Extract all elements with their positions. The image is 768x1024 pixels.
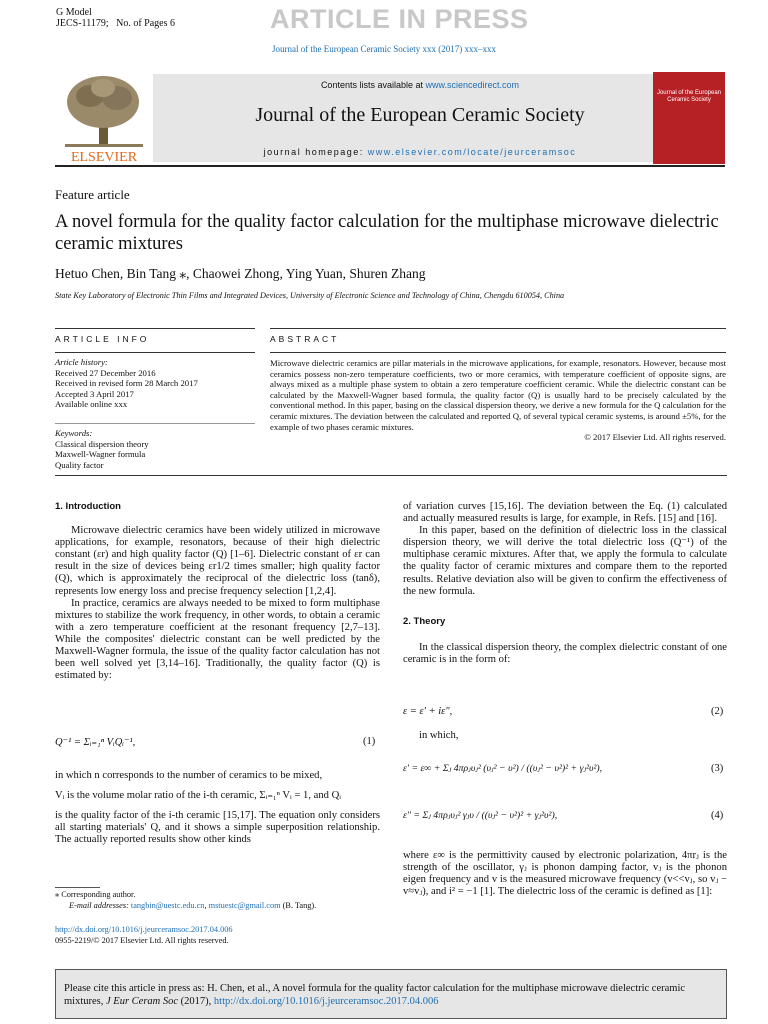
accepted-date: Accepted 3 April 2017	[55, 388, 134, 399]
article-info-heading: ARTICLE INFO	[55, 334, 150, 344]
page-count: No. of Pages 6	[116, 18, 175, 29]
equation-1: Q⁻¹ = Σᵢ₌₁ⁿ VᵢQᵢ⁻¹,	[55, 737, 136, 748]
cite-text: Please cite this article in press as: H. Chen, et al., A novel formula for the quality factor calculation for the multiphase microwave dielectric ceramic mixtures,	[64, 983, 686, 1007]
journal-banner	[55, 70, 725, 167]
cite-doi-link[interactable]: http://dx.doi.org/10.1016/j.jeurceramsoc.2017.04.006	[213, 996, 439, 1007]
author-list: Hetuo Chen, Bin Tang ⁎, Chaowei Zhong, Ying Yuan, Shuren Zhang	[55, 266, 426, 281]
manuscript-info	[56, 7, 175, 29]
divider	[55, 423, 255, 424]
equation-3: ε′ = ε∞ + Σⱼ 4πρⱼυⱼ² (υⱼ² − υ²) / ((υⱼ² − υ²)² + γⱼ²υ²),	[403, 763, 603, 774]
divider	[270, 352, 726, 353]
email-link[interactable]: tangbin@uestc.edu.cn	[130, 900, 205, 910]
equation-number: (2)	[711, 706, 724, 717]
top-header	[0, 0, 768, 36]
manuscript-code: JECS-11179;	[56, 18, 109, 29]
gmodel-label: G Model	[56, 7, 92, 18]
abstract-text: Microwave dielectric ceramics are pillar materials in the microwave applications, for example, resonators. However, because most ceramics possess non-zero temperature coefficients, two or more ceramics, with temperature coefficient of opposite signs, are always mixed as a multiple phase system to obtain a zero temperature coefficient ceramic. While the dielectric constant can be calculated by the Maxwell-Wagner based formula, the quality factor (Q) is usually hard to be precisely calculated by the conventional method. In this paper, basing on the classical dispersion theory, we derive a new formula for the Q calculation for the ceramic mixtures. The deviation between the calculated and reported Q, of several typical ceramic systems, is around ±5%, for the example of two phases ceramic mixtures.	[270, 358, 726, 432]
article-title: A novel formula for the quality factor calculation for the multiphase microwave dielectric ceramic mixtures	[55, 212, 719, 254]
right-column	[403, 501, 727, 666]
keywords-label: Keywords:	[55, 428, 93, 438]
homepage-line: journal homepage: www.elsevier.com/locate/jeurceramsoc	[263, 147, 577, 157]
abstract-copyright: © 2017 Elsevier Ltd. All rights reserved.	[584, 432, 726, 443]
cite-box	[55, 969, 727, 1019]
revised-date: Received in revised form 28 March 2017	[55, 378, 198, 388]
equation-number: (1)	[363, 736, 376, 747]
affiliation: State Key Laboratory of Electronic Thin Films and Integrated Devices, University of Electronic Science and Technology of China, Chengdu 610054, China	[55, 291, 565, 300]
abstract-heading: ABSTRACT	[270, 334, 340, 344]
footnote-rule	[55, 887, 100, 888]
corresponding-author-note: ⁎ Corresponding author.	[55, 890, 136, 899]
article-history	[55, 357, 255, 410]
left-column	[55, 501, 380, 682]
equation-number: (4)	[711, 810, 724, 821]
keyword: Maxwell-Wagner formula	[55, 449, 146, 459]
paragraph: is the quality factor of the i-th ceramic [15,17]. The equation only considers all starting materials' Q, and it shows a simple superposition relationship. The actually reported results show other kinds	[55, 810, 380, 846]
cite-journal: J Eur Ceram Soc	[106, 996, 179, 1007]
paragraph: In the classical dispersion theory, the complex dielectric constant of one ceramic is in the form of:	[403, 641, 727, 665]
equation-number: (3)	[711, 763, 724, 774]
footnote	[55, 890, 395, 911]
paragraph-line: in which n corresponds to the number of ceramics to be mixed,	[55, 770, 323, 781]
banner-gray-box	[153, 74, 687, 162]
sciencedirect-link[interactable]: www.sciencedirect.com	[425, 80, 520, 90]
article-type: Feature article	[55, 187, 130, 202]
doi-block	[55, 925, 395, 946]
divider	[270, 328, 726, 329]
divider	[55, 475, 727, 476]
paragraph: In practice, ceramics are always needed to be mixed to form multiphase mixtures to stabilize the work frequency, in other words, to obtain a ceramic with a zero temperature coefficient at the resonant frequency [2,7–13]. While the composites' dielectric constant can be well predicted by the Maxwell-Wagner formula, the issue of the quality factor calculation has not been well solved yet [3,14–16]. Traditionally, the quality factor (Q) is estimated by:	[55, 597, 380, 682]
abstract-body	[270, 358, 726, 443]
doi-link[interactable]: http://dx.doi.org/10.1016/j.jeurceramsoc.2017.04.006	[55, 925, 233, 934]
left-column-continued	[55, 770, 380, 846]
svg-text:ELSEVIER: ELSEVIER	[70, 150, 138, 165]
right-column-continued	[403, 850, 727, 898]
journal-citation-line[interactable]: Journal of the European Ceramic Society xxx (2017) xxx–xxx	[272, 44, 496, 54]
homepage-link[interactable]: www.elsevier.com/locate/jeurceramsoc	[367, 147, 577, 157]
section-heading-introduction: 1. Introduction	[55, 501, 121, 512]
paragraph: In this paper, based on the definition of dielectric loss in the classical dispersion theory, we will derive the total dielectric loss (Q⁻¹) of the multiphase ceramic mixtures. After that, we apply the formula to calculate the quality factor of ceramic mixtures and compare them to the reported results. Relative deviation also will be given to confirm the effectiveness of the new formula.	[403, 525, 727, 597]
paragraph: of variation curves [15,16]. The deviation between the Eq. (1) calculated and actually measured results is large, for example, in Refs. [15] and [16].	[403, 501, 727, 525]
paragraph: where ε∞ is the permittivity caused by electronic polarization, 4πrⱼ is the strength of the oscillator, γⱼ is phonon damping factor, vⱼ is the phonon eigen frequency and v is the measured microwave frequency (v<<vⱼ, so vⱼ − v≈vⱼ), and i² = −1 [1]. The dielectric loss of the ceramic is defined as [1]:	[403, 850, 727, 898]
paragraph-line: Vᵢ is the volume molar ratio of the i-th ceramic, Σᵢ₌₁ⁿ Vᵢ = 1, and Qᵢ	[55, 790, 341, 802]
journal-title: Journal of the European Ceramic Society	[255, 104, 585, 126]
elsevier-logo	[55, 70, 153, 165]
issn-line: 0955-2219/© 2017 Elsevier Ltd. All rights reserved.	[55, 935, 229, 945]
keyword: Quality factor	[55, 459, 104, 470]
paragraph: Microwave dielectric ceramics have been widely utilized in microwave applications, for example, resonators, because of their high dielectric constant (εr) and high quality factor (Q) [1–6]. Dielectric constant of εr can result in the size of devices being εr1/2 times smaller; high quality factor (Q), which is approximately the reciprocal of the dielectric loss (tanδ), represents low energy loss and precise frequency selection [1,2,4].	[55, 525, 380, 597]
journal-cover-thumbnail[interactable]: Journal of the European Ceramic Society	[653, 72, 725, 164]
contents-line: Contents lists available at www.sciencedirect.com	[320, 80, 520, 90]
cite-year: (2017),	[180, 996, 212, 1007]
divider	[55, 328, 255, 329]
equation-2: ε = ε′ + iε″,	[403, 706, 453, 717]
equation-4: ε″ = Σⱼ 4πρⱼυⱼ² γⱼυ / ((υⱼ² − υ²)² + γⱼ²υ²),	[403, 810, 558, 821]
history-label: Article history:	[55, 357, 108, 367]
divider	[55, 352, 255, 353]
article-in-press-banner: ARTICLE IN PRESS	[270, 4, 529, 34]
online-date: Available online xxx	[55, 399, 128, 409]
section-heading-theory: 2. Theory	[403, 615, 446, 627]
keywords	[55, 428, 255, 470]
email-link[interactable]: mstuestc@gmail.com	[208, 900, 281, 910]
inwhich-text: in which,	[419, 730, 459, 741]
received-date: Received 27 December 2016	[55, 367, 156, 378]
email-line: E-mail addresses: tangbin@uestc.edu.cn, mstuestc@gmail.com (B. Tang).	[69, 900, 317, 910]
keyword: Classical dispersion theory	[55, 438, 149, 449]
